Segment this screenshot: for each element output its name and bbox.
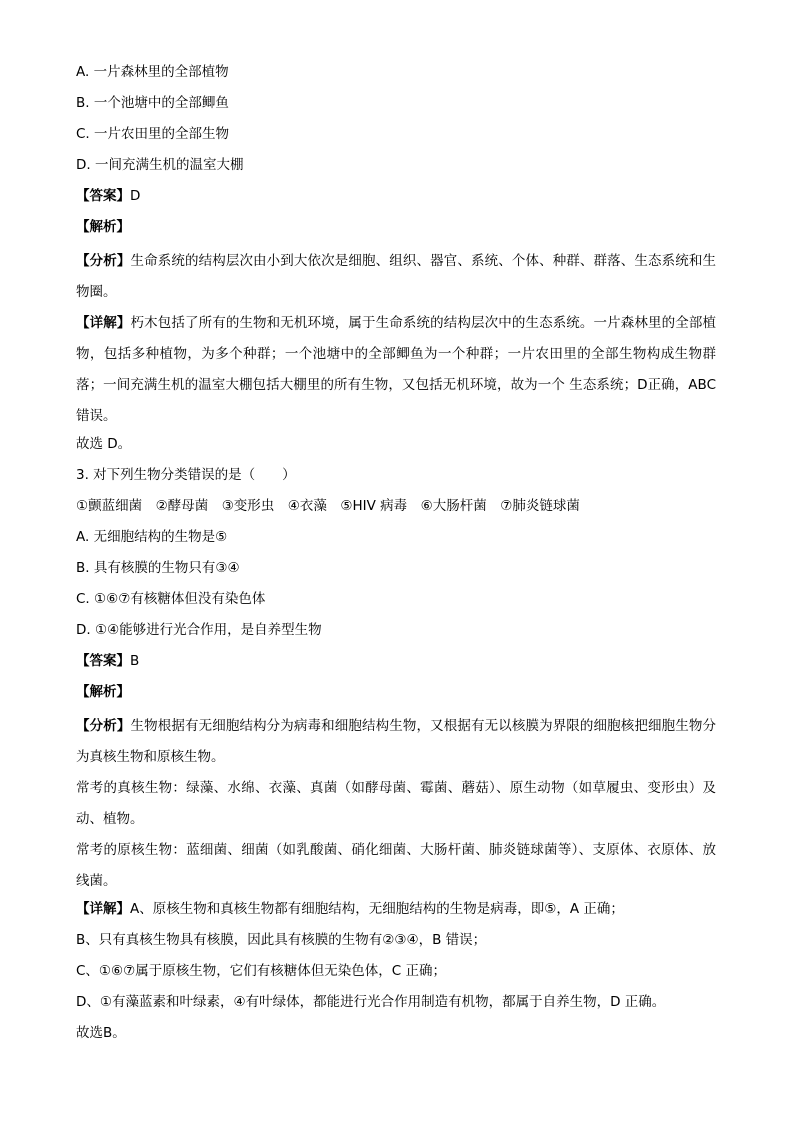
q3-eukaryotes: 常考的真核生物：绿藻、水绵、衣藻、真菌（如酵母菌、霉菌、蘑菇）、原生动物（如草履虫、变形虫）及动、植物。 xyxy=(76,780,716,827)
q2-option-b: B. 一个池塘中的全部鲫鱼 xyxy=(76,95,229,111)
q3-detail-b: B、只有真核生物具有核膜，因此具有核膜的生物有②③④，B 错误； xyxy=(76,932,487,948)
q2-xiangjie xyxy=(76,308,716,432)
q2-option-a: A. 一片森林里的全部植物 xyxy=(76,64,229,80)
q3-conclusion: 故选B。 xyxy=(76,1025,126,1041)
document-page xyxy=(76,60,716,1052)
q3-option-a: A. 无细胞结构的生物是⑤ xyxy=(76,529,228,545)
fenxi-tag: 【分析】 xyxy=(76,253,131,269)
q3-option-c: C. ①⑥⑦有核糖体但没有染色体 xyxy=(76,591,266,607)
q3-prokaryotes: 常考的原核生物：蓝细菌、细菌（如乳酸菌、硝化细菌、大肠杆菌、肺炎链球菌等）、支原体、衣原体、放线菌。 xyxy=(76,842,716,889)
q2-option-c: C. 一片农田里的全部生物 xyxy=(76,126,230,142)
q3-option-b: B. 具有核膜的生物只有③④ xyxy=(76,560,240,576)
q3-organisms: ①颤蓝细菌 ②酵母菌 ③变形虫 ④衣藻 ⑤HIV 病毒 ⑥大肠杆菌 ⑦肺炎链球菌 xyxy=(76,498,580,514)
q3-option-d: D. ①④能够进行光合作用，是自养型生物 xyxy=(76,622,322,638)
q2-answer xyxy=(76,184,716,215)
q3-detail-a: A、原核生物和真核生物都有细胞结构，无细胞结构的生物是病毒，即⑤，A 正确； xyxy=(130,901,624,917)
q2-fenxi-text: 生命系统的结构层次由小到大依次是细胞、组织、器官、系统、个体、种群、群落、生态系统和生物圈。 xyxy=(76,253,717,300)
q2-analysis-heading: 【解析】 xyxy=(76,219,130,235)
q3-stem: 3. 对下列生物分类错误的是（ ） xyxy=(76,467,296,483)
q2-option-d: D. 一间充满生机的温室大棚 xyxy=(76,157,244,173)
q3-fenxi xyxy=(76,711,716,773)
xiangjie-tag: 【详解】 xyxy=(76,315,131,331)
q3-answer xyxy=(76,649,716,680)
answer-tag: 【答案】 xyxy=(76,653,130,669)
xiangjie-tag: 【详解】 xyxy=(76,901,130,917)
q3-fenxi-text: 生物根据有无细胞结构分为病毒和细胞结构生物，又根据有无以核膜为界限的细胞核把细胞生物分为真核生物和原核生物。 xyxy=(76,718,717,765)
q2-fenxi xyxy=(76,246,716,308)
answer-tag: 【答案】 xyxy=(76,188,130,204)
q2-answer-value: D xyxy=(130,188,141,204)
q2-xiangjie-text: 朽木包括了所有的生物和无机环境，属于生命系统的结构层次中的生态系统。一片森林里的全部植物，包括多种植物，为多个种群；一个池塘中的全部鲫鱼为一个种群；一片农田里的全部生物构成生物群落；一间充满生机的温室大棚包括大棚里的所有生物，又包括无机环境，故为一个 生态系统；D正确，ABC 错误。 xyxy=(76,315,717,424)
q3-xiangjie-a xyxy=(76,897,716,928)
fenxi-tag: 【分析】 xyxy=(76,718,131,734)
q2-conclusion: 故选 D。 xyxy=(76,436,132,452)
q3-detail-c: C、①⑥⑦属于原核生物，它们有核糖体但无染色体，C 正确； xyxy=(76,963,446,979)
q3-answer-value: B xyxy=(130,653,140,669)
q3-detail-d: D、①有藻蓝素和叶绿素，④有叶绿体，都能进行光合作用制造有机物，都属于自养生物，D 正确。 xyxy=(76,994,666,1010)
q3-analysis-heading: 【解析】 xyxy=(76,684,130,700)
